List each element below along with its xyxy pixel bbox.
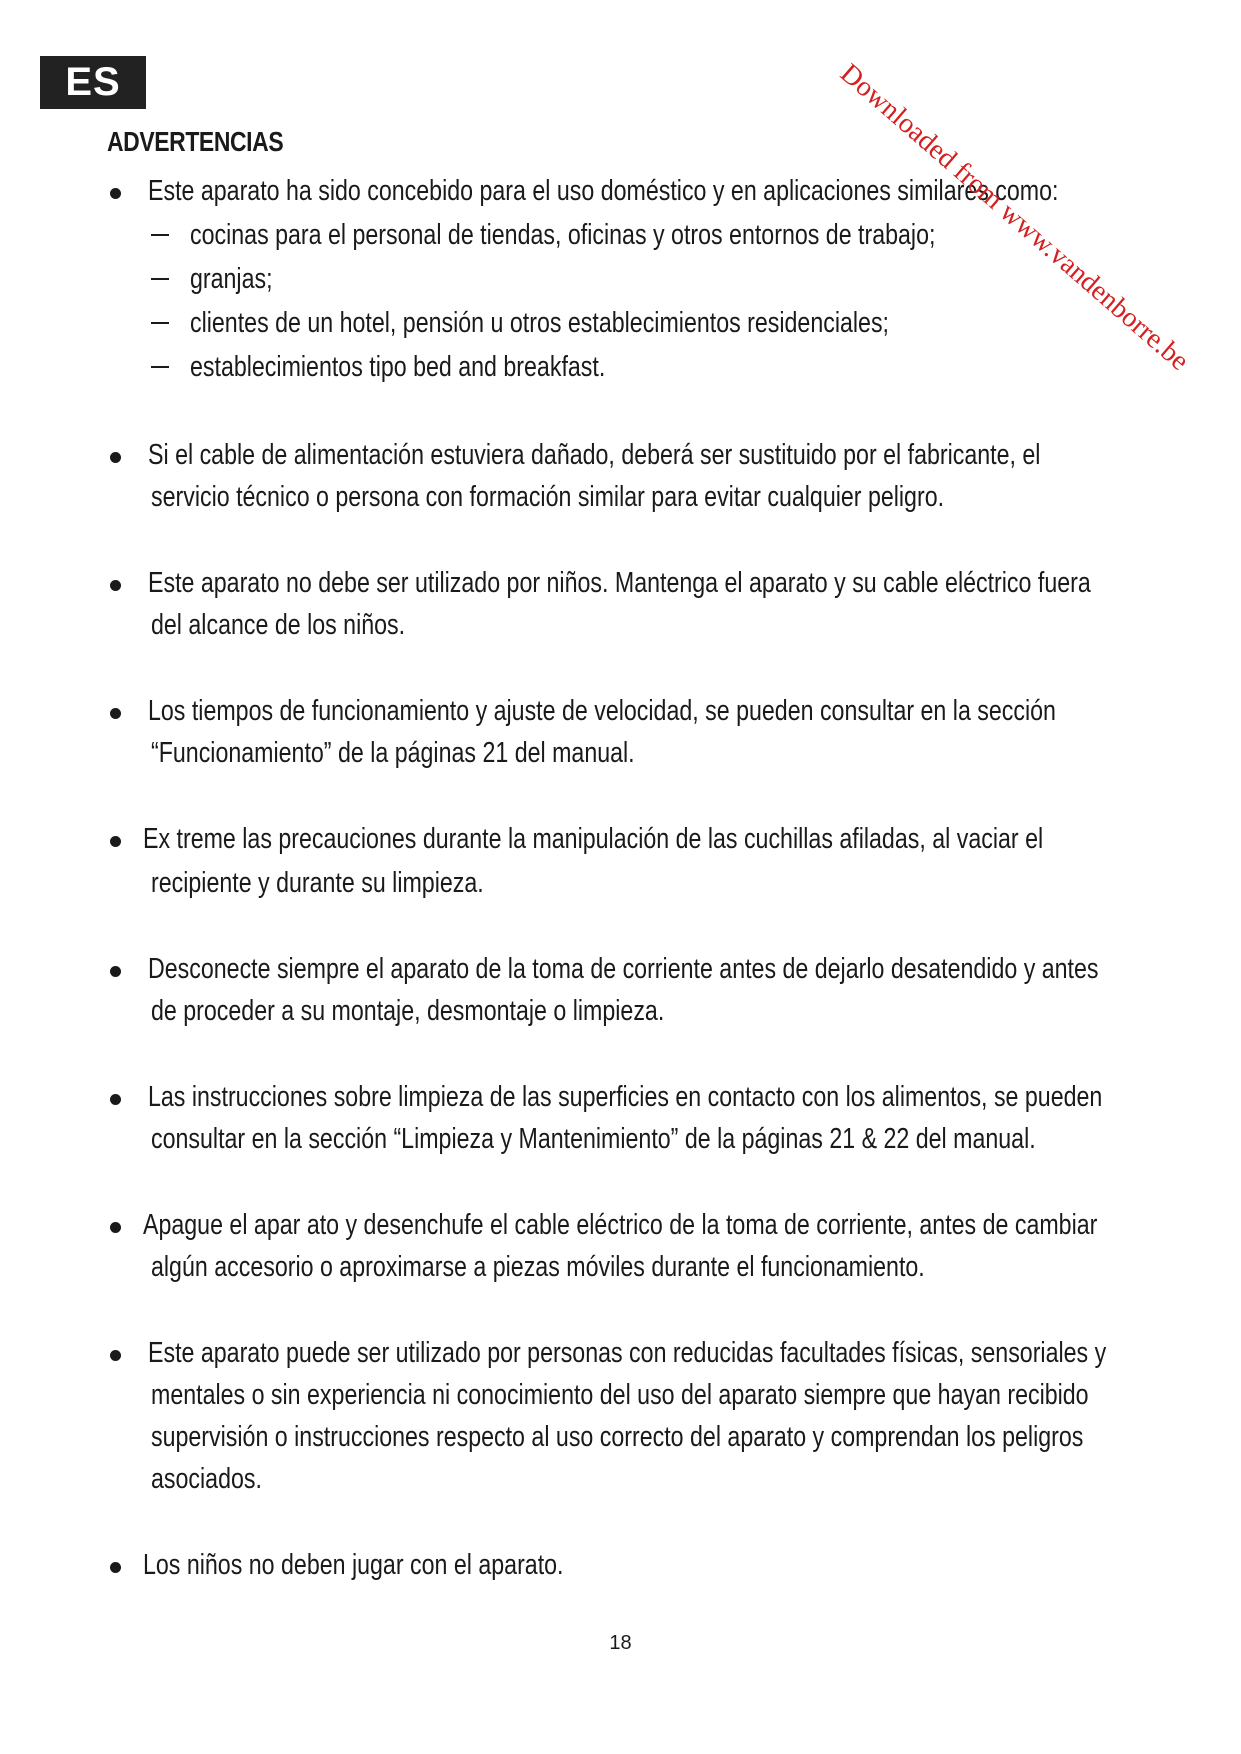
warning-line: Los niños no deben jugar con el aparato. <box>143 1549 564 1581</box>
bullet-icon <box>110 1094 121 1105</box>
bullet-icon <box>110 1562 121 1573</box>
warning-line: Este aparato puede ser utilizado por personas con reducidas facultades físicas, sensoriales y <box>148 1337 1107 1369</box>
sub-item: clientes de un hotel, pensión u otros establecimientos residenciales; <box>190 307 889 339</box>
warning-line: Los tiempos de funcionamiento y ajuste de velocidad, se pueden consultar en la sección <box>148 695 1056 727</box>
warning-line: Apague el apar ato y desenchufe el cable eléctrico de la toma de corriente, antes de cambiar <box>143 1209 1098 1241</box>
warning-line: servicio técnico o persona con formación similar para evitar cualquier peligro. <box>151 481 945 513</box>
bullet-icon <box>110 1350 121 1361</box>
bullet-icon <box>110 580 121 591</box>
language-badge: ES <box>40 56 146 109</box>
warning-line: de proceder a su montaje, desmontaje o limpieza. <box>151 995 665 1027</box>
dash-icon <box>151 366 169 368</box>
bullet-icon <box>110 836 121 847</box>
bullet-icon <box>110 1222 121 1233</box>
sub-item: establecimientos tipo bed and breakfast. <box>190 351 606 383</box>
dash-icon <box>151 322 169 324</box>
warning-line: algún accesorio o aproximarse a piezas móviles durante el funcionamiento. <box>151 1251 925 1283</box>
warning-line: recipiente y durante su limpieza. <box>151 867 484 899</box>
warning-line: del alcance de los niños. <box>151 609 406 641</box>
warning-line: Ex treme las precauciones durante la manipulación de las cuchillas afiladas, al vaciar el <box>143 823 1044 855</box>
watermark: Downloaded from www.vandenborre.be <box>834 57 1195 377</box>
bullet-icon <box>110 708 121 719</box>
warning-line: Las instrucciones sobre limpieza de las superficies en contacto con los alimentos, se pueden <box>148 1081 1103 1113</box>
warning-line: “Funcionamiento” de la páginas 21 del manual. <box>151 737 635 769</box>
warning-line: Desconecte siempre el aparato de la toma de corriente antes de dejarlo desatendido y antes <box>148 953 1099 985</box>
warning-line: consultar en la sección “Limpieza y Mantenimiento” de la páginas 21 & 22 del manual. <box>151 1123 1036 1155</box>
section-heading: ADVERTENCIAS <box>107 126 284 157</box>
sub-item: granjas; <box>190 263 273 295</box>
bullet-icon <box>110 966 121 977</box>
intro-bullet-text: Este aparato ha sido concebido para el uso doméstico y en aplicaciones similares como: <box>148 175 1059 207</box>
warning-line: mentales o sin experiencia ni conocimiento del uso del aparato siempre que hayan recibido <box>151 1379 1089 1411</box>
bullet-icon <box>110 452 121 463</box>
dash-icon <box>151 278 169 280</box>
page-number: 18 <box>609 1632 632 1654</box>
warning-line: supervisión o instrucciones respecto al uso correcto del aparato y comprendan los peligros <box>151 1421 1084 1453</box>
bullet-icon <box>110 188 121 199</box>
warning-line: asociados. <box>151 1463 262 1495</box>
sub-item: cocinas para el personal de tiendas, oficinas y otros entornos de trabajo; <box>190 219 936 251</box>
warning-line: Si el cable de alimentación estuviera dañado, deberá ser sustituido por el fabricante, el <box>148 439 1041 471</box>
warning-line: Este aparato no debe ser utilizado por niños. Mantenga el aparato y su cable eléctrico fuera <box>148 567 1091 599</box>
dash-icon <box>151 234 169 236</box>
